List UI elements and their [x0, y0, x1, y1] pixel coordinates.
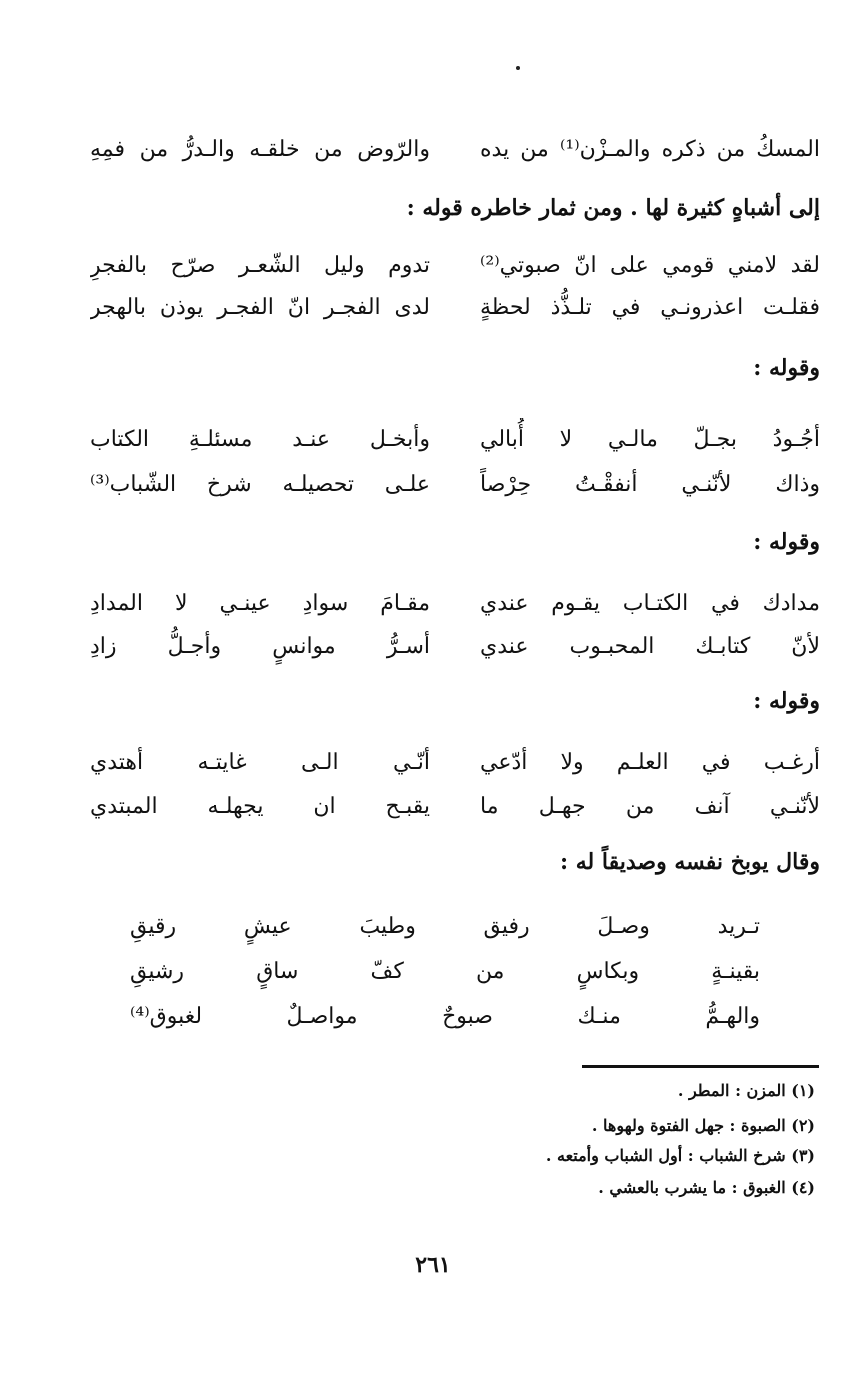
footnote: (٣) شرخ الشباب : أول الشباب وأمتعه .: [545, 1146, 815, 1165]
verse-line: [90, 244, 820, 288]
footnote: (١) المزن : المطر .: [677, 1081, 815, 1100]
ink-speck: [516, 66, 520, 70]
page-number: ٢٦١: [415, 1252, 451, 1278]
verse-second-hemistich: وأبخـل عنـد مسئلـةِ الكتاب: [90, 427, 430, 452]
poem-word: مواصـلٌ: [286, 1004, 358, 1029]
poem-word: تـريد: [717, 914, 760, 939]
verse-second-hemistich: علـى تحصيلـه شرخ الشّباب⁽³⁾: [90, 472, 430, 497]
poem-word: صبوحٌ: [442, 1004, 493, 1029]
verse-line: [90, 582, 820, 626]
verse-second-hemistich: والرّوض من خلقـه والـدرُّ من فمِهِ: [90, 137, 430, 162]
verse-first-hemistich: فقلـت اعذرونـي في تلـذُّذ لحظةٍ: [480, 295, 820, 320]
poem-word: عيشٍ: [243, 914, 292, 939]
poem-word: وطيبَ: [359, 914, 416, 939]
poem-row: [130, 995, 760, 1039]
verse-second-hemistich: يقبـح ان يجهلـه المبتدي: [90, 794, 430, 819]
prose-line: وقال يوبخ نفسه وصديقاً له :: [559, 849, 820, 875]
poem-row: [130, 905, 760, 949]
verse-first-hemistich: أجُـودُ بجـلّ مالـي لا أُبالي: [480, 427, 820, 452]
verse-first-hemistich: لأنّ كتابـك المحبـوب عندي: [480, 634, 820, 659]
poem-word: وبكاسٍ: [576, 959, 640, 984]
poem-word: كفّ: [370, 959, 404, 984]
section-label: وقوله :: [753, 355, 820, 381]
verse-line: [90, 625, 820, 669]
poem-word: والهـمُّ: [705, 1004, 761, 1029]
verse-second-hemistich: تدوم وليل الشّعـر صرّح بالفجرِ: [90, 253, 430, 278]
verse-line: [90, 418, 820, 462]
verse-line: [90, 463, 820, 507]
poem-word: ساقٍ: [256, 959, 299, 984]
section-label: وقوله :: [753, 529, 820, 555]
prose-line: إلى أشباهٍ كثيرة لها . ومن ثمار خاطره قوله :: [406, 195, 820, 221]
poem-word: لغبوق⁽⁴⁾: [130, 1004, 203, 1029]
footnote: (٤) الغبوق : ما يشرب بالعشي .: [598, 1178, 815, 1197]
poem-word: رقيقِ: [130, 914, 177, 939]
verse-line: [90, 741, 820, 785]
verse-second-hemistich: لدى الفجـر انّ الفجـر يوذن بالهجر: [90, 295, 430, 320]
verse-first-hemistich: لأنّنـي آنف من جهـل ما: [480, 794, 820, 819]
footnote-rule: [582, 1065, 819, 1068]
poem-word: منـك: [577, 1004, 621, 1029]
poem-word: من: [475, 959, 505, 984]
poem-row: [130, 950, 760, 994]
poem-word: رفيق: [483, 914, 530, 939]
poem-word: رشيقِ: [130, 959, 185, 984]
verse-second-hemistich: أسـرُّ موانسٍ وأجـلُّ زادِ: [90, 634, 430, 659]
verse-first-hemistich: مدادك في الكتـاب يقـوم عندي: [480, 591, 820, 616]
verse-first-hemistich: لقد لامني قومي على انّ صبوتي⁽²⁾: [480, 253, 820, 278]
verse-second-hemistich: أنّـي الـى غايتـه أهتدي: [90, 750, 430, 775]
verse-line: [90, 785, 820, 829]
poem-word: وصـلَ: [597, 914, 650, 939]
verse-first-hemistich: وذاك لأنّنـي أنفقْـتُ حِرْصاً: [480, 472, 820, 497]
verse-first-hemistich: المسكُ من ذكره والمـزْن⁽¹⁾ من يده: [480, 137, 820, 162]
poem-word: بقينـةٍ: [711, 959, 760, 984]
verse-second-hemistich: مقـامَ سوادِ عينـي لا المدادِ: [90, 591, 430, 616]
footnote: (٢) الصبوة : جهل الفتوة ولهوها .: [591, 1116, 815, 1135]
verse-line: [90, 286, 820, 330]
verse-first-hemistich: أرغـب في العلـم ولا أدّعي: [480, 750, 820, 775]
verse-line: [90, 128, 820, 172]
section-label: وقوله :: [753, 688, 820, 714]
